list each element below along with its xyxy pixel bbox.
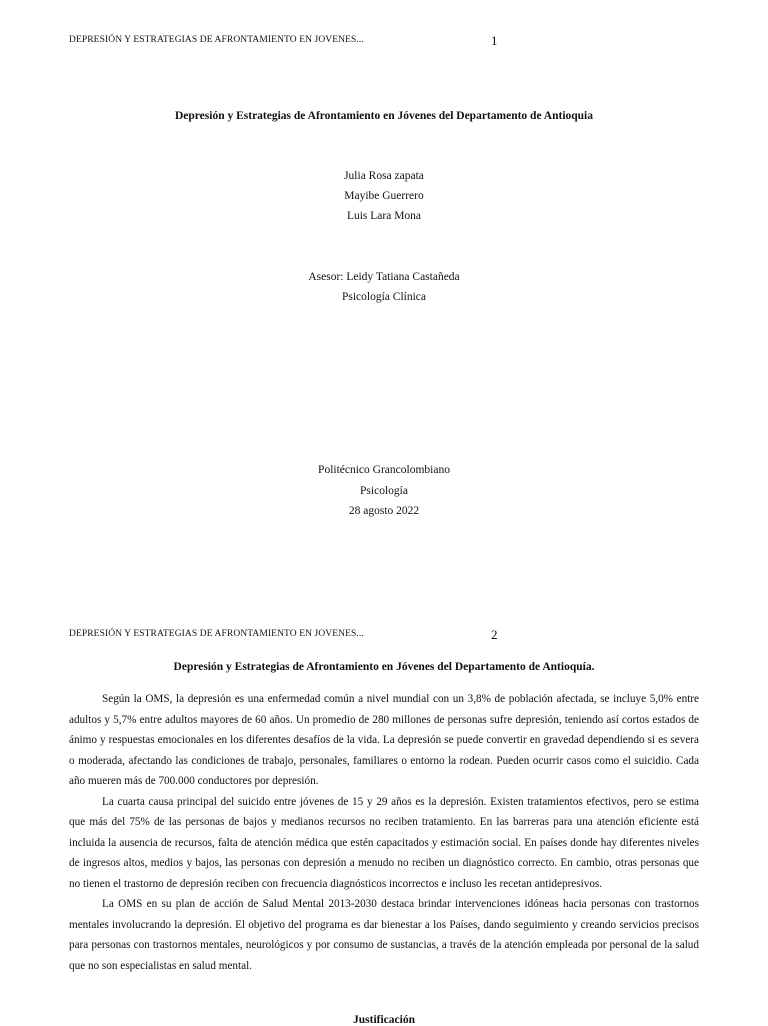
paragraph-3: La OMS en su plan de acción de Salud Mental 2013-2030 destaca brindar intervenciones idóneas hacia personas con trastornos mentales involucrando la depresión. El objetivo del programa es dar bienestar a los Países, dando seguimiento y creando servicios precisos para personas con trastornos mentales, neurológicos y por consumo de sustancias, a través de la atención empleada por personal de la salud que no son especialistas en salud mental. <box>69 898 699 972</box>
faculty-line: Psicología <box>360 485 408 497</box>
page-number: 2 <box>491 627 498 642</box>
author-3: Luis Lara Mona <box>346 210 422 222</box>
date-line: 28 agosto 2022 <box>348 505 420 517</box>
page-number: 1 <box>491 33 498 48</box>
page-2 <box>0 600 768 1024</box>
section-title: Depresión y Estrategias de Afrontamiento en Jóvenes del Departamento de Antioquía. <box>173 661 595 673</box>
author-1: Julia Rosa zapata <box>344 170 424 182</box>
running-head: DEPRESIÓN Y ESTRATEGIAS DE AFRONTAMIENTO EN JOVENES... <box>69 629 364 639</box>
justification-heading: Justificación <box>353 1014 415 1026</box>
program-line: Psicología Clínica <box>341 291 426 303</box>
author-2: Mayibe Guerrero <box>344 190 424 202</box>
paragraph-2: La cuarta causa principal del suicido entre jóvenes de 15 y 29 años es la depresión. Existen tratamientos efectivos, pero se estima que más del 75% de las personas de bajos y medianos recursos no reciben tratamiento. En las barreras para una atención eficiente está incluida la ausencia de recursos, falta de atención médica que estén capacitados y estimación social. En países donde hay diferentes niveles de ingresos altos, medios y bajos, las personas con depresión a menudo no reciben un diagnóstico correcto. En cambio, otras personas que no tienen el trastorno de depresión reciben con frecuencia diagnósticos incorrectos e incluso les recetan antidepresivos. <box>69 795 699 890</box>
paragraph-1: Según la OMS, la depresión es una enfermedad común a nivel mundial con un 3,8% de población afectada, se incluye 5,0% entre adultos y 5,7% entre adultos mayores de 60 años. Un promedio de 280 millones de personas sufre depresión, teniendo así cortos estados de ánimo y respuestas emocionales en los diferentes desafíos de la vida. La depresión se puede convertir en gravedad dependiendo si es severa o moderada, afectando las condiciones de trabajo, personales, familiares o entorno la rodean. Pueden ocurrir casos como el suicidio. Cada año mueren más de 700.000 conductores por depresión. <box>69 693 699 787</box>
institution-line: Politécnico Grancolombiano <box>318 464 450 476</box>
advisor-line: Asesor: Leidy Tatiana Castañeda <box>308 271 460 283</box>
paper-title: Depresión y Estrategias de Afrontamiento en Jóvenes del Departamento de Antioquia <box>174 110 594 122</box>
running-head: DEPRESIÓN Y ESTRATEGIAS DE AFRONTAMIENTO EN JOVENES... <box>69 35 364 45</box>
body-text <box>69 689 699 976</box>
